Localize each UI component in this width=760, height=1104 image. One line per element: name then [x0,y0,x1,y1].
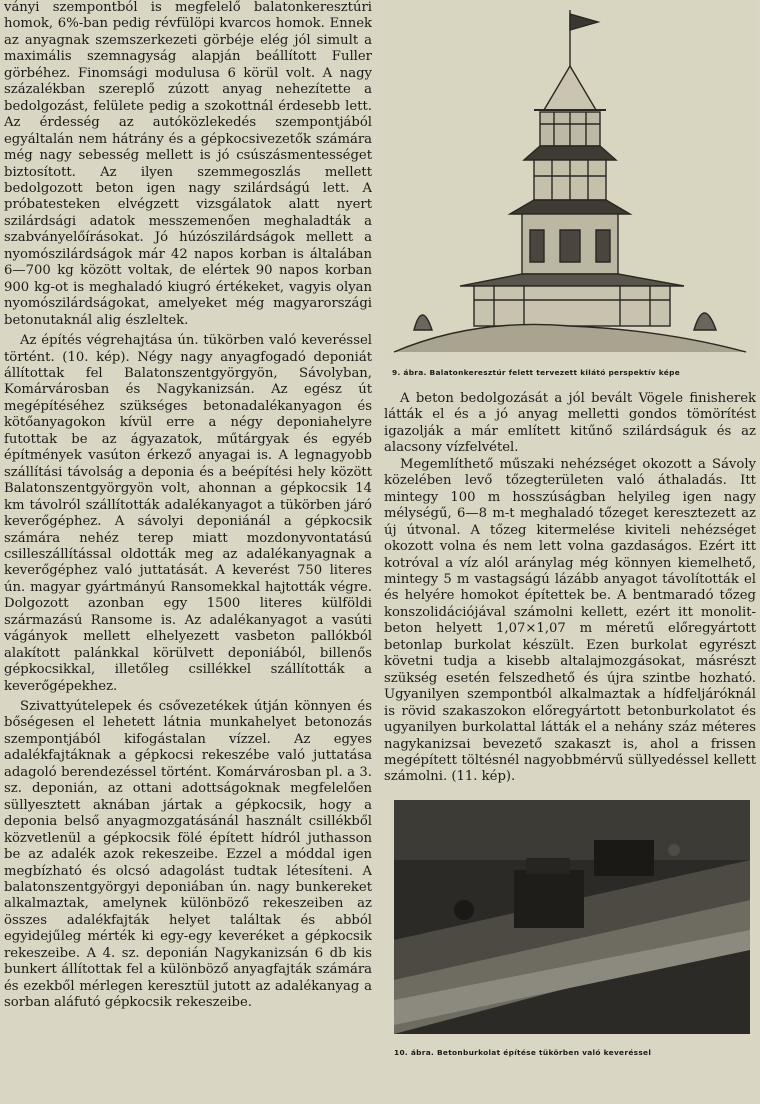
figure-caption: 9. ábra. Balatonkeresztúr felett tervezett kilátó perspektív képe [392,368,681,377]
paragraph: Az építés végrehajtása ún. tükörben való keveréssel történt. (10. kép). Négy nagy anyagfogadó deponiát állítottak fel Balatonszentgyörgyön, Sávolyban, Komárvárosban és Nagykanizsán. Az egész út megépítéséhez szükséges betonadalékanyagon és kötőanyagokon kívül erre a négy deponiahelyre futottak be az ágyazatok, műtárgyak és egyéb építmények vasúton érkező anyagai is. A legnagyobb szállítási távolság a deponia és a beépítési hely között Balatonszentgyörgyön volt, ahonnan a gépkocsik 14 km távolról szállították adalékanyagot a tükörben járó keverőgéphez. A sávolyi deponiánál a gépkocsik számára nehéz terep miatt mozdonyvontatású csilleszállítással oldották meg az adalékanyagnak a keverőgéphez való juttatását. A keverést 750 literes ún. magyar gyártmányú Ransomekkal hajtották végre. Dolgozott azonban egy 1500 literes külföldi származású Ransome is. Az adalékanyagot a vasúti vágányok mellett elhelyezett vasbeton pallókból alakított palánkkal körülvett deponiából, billenős gépkocsikkal, illetőleg csillékkel szállították a keverőgépekhez. [4,333,372,694]
left-column [4,0,372,1104]
paragraph: A beton bedolgozását a jól bevált Vögele finisherek látták el és a jó anyag melletti gondos tömörítést igazolják a már említett kitűnő szilárdságuk és az alacsony vízfelvétel. [384,391,756,456]
concrete-paving-photo [394,800,750,1034]
paragraph: Megemlíthető műszaki nehézséget okozott a Sávoly közelében levő tőzegterületen való áthaladás. Itt mintegy 100 m hosszúságban helyileg igen nagy mélységű, 6—8 m-t meghaladó tőzeget keresztezett az új útvonal. A tőzeg kitermelése kiviteli nehézséget okozott volna és nem lett volna gazdaságos. Ezért itt kotróval a víz alól aránylag még könnyen kiemelhető, mintegy 5 m vastagságú lázább anyagot távolították el és helyére homokot építettek be. A bentmaradó tőzeg konszolidációjával számolni kellett, ezért itt monolit-beton helyett 1,07×1,07 m méretű előregyártott betonlap burkolat készült. Ezen burkolat egyrészt követni tudja a kisebb altalajmozgásokat, másrészt szükség esetén felszedhető és újra szintbe hozható. Ugyanilyen szempontból alkalmaztak a hídfeljáróknál is rövid szakaszokon előregyártott betonburkolatot és ugyanilyen burkolattal látták el a nehány száz méteres nagykanizsai bevezető szakaszt is, ahol a frissen megépített töltésnél nagyobbmérvű süllyedéssel kellett számolni. (11. kép). [384,456,756,785]
lookout-tower-drawing [384,0,756,360]
paragraph: ványi szempontból is megfelelő balatonkeresztúri homok, 6%-ban pedig révfülöpi kvarcos homok. Ennek az anyagnak szemszerkezeti görbéje elég jól simult a maximális szemnagyság alapján beállított Fuller görbéhez. Finomsági modulusa 6 körül volt. A nagy százalékban szereplő zúzott anyag nehezítette a bedolgozást, felülete pedig a szokottnál érdesebb lett. Az érdesség az autóközlekedés szempontjából egyáltalán nem hátrány és a gépkocsivezetők számára még nagy sebesség mellett is jó csúszásmentességet biztosított. Az ilyen szemmegoszlás mellett bedolgozott beton igen nagy szilárdságú lett. A próbatesteken elvégzett vizsgálatok alatt nyert szilárdsági adatok messzemenően meghaladták a szabványelőírásokat. Jó húzószilárdságok mellett a nyomószilárdságok már 42 napos korban is általában 6—700 kg között voltak, de elértek 90 napos korban 900 kg-ot is meghaladó kiugró értékeket, vagyis olyan nyomószilárdságokat, amelyeket még magyarországi betonutaknál alig észleltek. [4,0,372,328]
paragraph: Szivattyútelepek és csővezetékek útján könnyen és bőségesen el lehetett látnia munkahelyet betonozás szempontjából kifogástalan vízzel. Az egyes adalékfajtáknak a gépkocsi rekeszébe való juttatása adagoló berendezéssel történt. Komárvárosban pl. a 3. sz. deponián, az ottani adottságoknak megfelelően süllyesztett aknában jártak a gépkocsik, hogy a deponia belső anyagmozgatásánál használt csillékből közvetlenül a gépkocsik fölé épített hídról juthasson be az adalék azok rekeszeibe. Ezzel a móddal igen megbízható és olcsó adagolást tudtak létesíteni. A balatonszentgyörgyi deponiában ún. nagy bunkereket alkalmaztak, amelynek különböző rekeszeiben az összes adalékfajták helyet találtak és abból egyidejűleg mérték ki egy-egy keveréket a gépkocsik rekeszeibe. A 4. sz. deponián Nagykanizsán 6 db kis bunkert állítottak fel a különböző anyagfajták számára és ezekből mérlegen keresztül jutott az adalékanyag a sorban aláfutó gépkocsik rekeszeibe. [4,699,372,1011]
figure-caption: 10. ábra. Betonburkolat építése tükörben való keveréssel [394,1047,652,1057]
right-column [384,0,756,1104]
